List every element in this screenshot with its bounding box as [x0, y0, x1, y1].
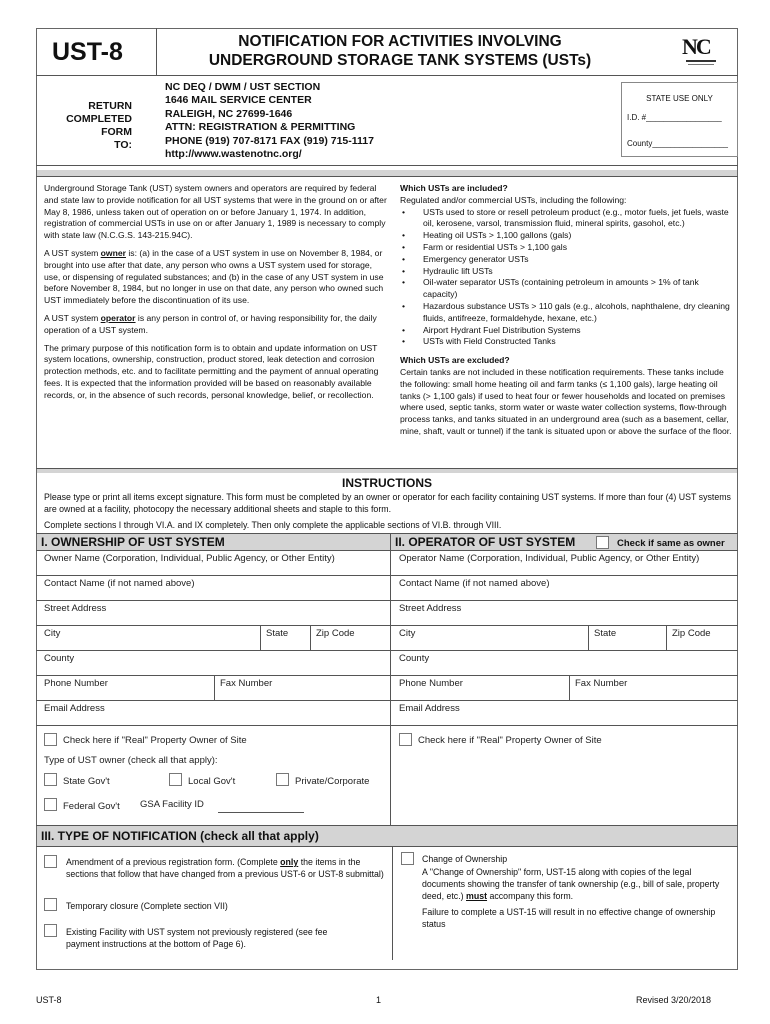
operator-phone-field[interactable]: Phone Number	[399, 678, 463, 689]
section-3-header: III. TYPE OF NOTIFICATION (check all that apply)	[37, 826, 737, 846]
list-item: • Emergency generator USTs	[400, 254, 732, 266]
list-item: • Oil-water separator USTs (containing petroleum in amounts > 1% of tank capacity)	[400, 277, 732, 301]
temporary-closure-checkbox[interactable]	[44, 898, 57, 911]
return-label: RETURN COMPLETED FORM TO:	[66, 100, 132, 151]
owner-city-field[interactable]: City	[44, 628, 61, 639]
federal-govt-label: Federal Gov't	[63, 801, 120, 812]
excluded-text: Certain tanks are not included in these notification requirements. These tanks include the following: small home heating oil and farm tanks (≤ 1,100 gals), large heating oil tanks (> 1,100 gals) if used to heat four or fewer households and located on premises where used, septic tanks, storm water or waste water collection systems, flow-through process tanks, and tanks situated in an underground area (such as a basement, cellar, mine, shaft, vault or tunnel) if the tank is situated upon or above the surface of the floor.	[400, 366, 732, 436]
owner-zip-field[interactable]: Zip Code	[316, 628, 355, 639]
section-2-header: II. OPERATOR OF UST SYSTEM	[391, 534, 737, 550]
list-item: • USTs used to store or resell petroleum product (e.g., motor fuels, jet fuels, waste oil, kerosene, varsol, transmission fluid, mineral spirits, gasohol, etc.)	[400, 207, 732, 231]
intro-left: Underground Storage Tank (UST) system owners and operators are required by federal and state law to provide notification for all UST systems that were in the ground on or after May 8, 1986, unless taken out of operation on or before January 1, 1974. In addition, registration of commercial USTs in use on or after January 1, 1989 is necessary to comply with state law (N.C.G.S. 143-215.94C). A UST system owner is: (a) in the case of a UST system in use on November 8, 1984, or brought into use after that date, any person who owns a UST system used for storage, use, or dispensing of regulated substances; and (b) in the case of any UST system in use before November 8, 1984, but no longer in use on that date, any person who owned such UST immediately before the discontinuation of its use. A UST system operator is any person in control of, or having responsibility for, the daily operation of a UST system. The primary purpose of this notification form is to obtain and update information on UST system locations, ownership, construction, product stored, leak detection and corrosion protection methods, etc. and to facilitate permitting and the payment of annual operating fees. It is expected that the information provided will be based on reasonably available records, or, in the absence of such records, personal knowledge, belief, or recollection.	[44, 183, 387, 400]
state-id-field: I.D. #_________________	[627, 113, 722, 122]
change-ownership-title: Change of Ownership	[422, 854, 508, 864]
included-list	[400, 207, 732, 349]
owner-email-field[interactable]: Email Address	[44, 703, 105, 714]
instructions-title: INSTRUCTIONS	[342, 476, 432, 490]
footer-page-number: 1	[376, 995, 382, 1005]
private-corp-label: Private/Corporate	[295, 776, 370, 787]
header-divider	[36, 75, 738, 76]
list-item: • Hazardous substance USTs > 110 gals (e.g., alcohols, naphthalene, dry cleaning fluids, antifreeze, formaldehyde, hexane, etc.)	[400, 301, 732, 325]
state-govt-label: State Gov't	[63, 776, 110, 787]
operator-city-field[interactable]: City	[399, 628, 416, 639]
section-divider	[390, 533, 391, 825]
footer-form-id: UST-8	[36, 995, 62, 1005]
gsa-facility-input[interactable]	[218, 812, 304, 813]
list-item: • Heating oil USTs > 1,100 gallons (gals)	[400, 230, 732, 242]
owner-name-field[interactable]: Owner Name (Corporation, Individual, Public Agency, or Other Entity)	[44, 553, 335, 564]
state-county-field: County_________________	[627, 139, 728, 148]
list-item: • Farm or residential USTs > 1,100 gals	[400, 242, 732, 254]
included-sub: Regulated and/or commercial USTs, including the following:	[400, 194, 627, 205]
footer-revised: Revised 3/20/2018	[636, 995, 712, 1005]
federal-govt-checkbox[interactable]	[44, 798, 57, 811]
owner-phone-field[interactable]: Phone Number	[44, 678, 108, 689]
title-line-1: NOTIFICATION FOR ACTIVITIES INVOLVING	[238, 33, 562, 50]
temporary-closure-label: Temporary closure (Complete section VII)	[66, 901, 228, 911]
operator-fax-field[interactable]: Fax Number	[575, 678, 628, 689]
same-as-owner-label: Check if same as owner	[617, 538, 725, 549]
excluded-title: Which USTs are excluded?	[400, 355, 510, 366]
operator-county-field[interactable]: County	[399, 653, 430, 664]
operator-email-field[interactable]: Email Address	[399, 703, 460, 714]
existing-facility-checkbox[interactable]	[44, 924, 57, 937]
change-ownership-text: A "Change of Ownership" form, UST-15 along with copies of the legal documents showing the transfer of tank ownership (e.g., bill of sale, property deed, etc.) must accompany this form.	[422, 867, 720, 901]
gsa-facility-label: GSA Facility ID	[140, 799, 204, 810]
form-id: UST-8	[52, 38, 123, 66]
header-vline	[156, 28, 157, 75]
intro-right	[400, 183, 732, 438]
list-item: • Airport Hydrant Fuel Distribution Systems	[400, 325, 732, 337]
operator-street-field[interactable]: Street Address	[399, 603, 462, 614]
amendment-checkbox[interactable]	[44, 855, 57, 868]
operator-contact-field[interactable]: Contact Name (if not named above)	[399, 578, 550, 589]
return-address: NC DEQ / DWM / UST SECTION 1646 MAIL SERVICE CENTER RALEIGH, NC 27699-1646 ATTN: REGISTRATION & PERMITTING PHONE (919) 707-8171 FAX (919) 715-1117 http://www.wastenotnc.org/	[165, 81, 374, 161]
list-item: • USTs with Field Constructed Tanks	[400, 336, 732, 348]
operator-zip-field[interactable]: Zip Code	[672, 628, 711, 639]
title-line-2: UNDERGROUND STORAGE TANK SYSTEMS (USTs)	[208, 52, 592, 69]
owner-term: owner	[100, 247, 126, 258]
instructions-text: Please type or print all items except signature. This form must be completed by an owner or operator for each facility containing UST systems. If more than four (4) UST systems are owned at a facility, photocopy the necessary additional sheets and staple to this form.	[44, 492, 731, 514]
same-as-owner-checkbox[interactable]	[596, 536, 609, 549]
owner-real-property-checkbox[interactable]	[44, 733, 57, 746]
operator-real-property-checkbox[interactable]	[399, 733, 412, 746]
amendment-label: Amendment of a previous registration form. (Complete only the items in the sections that follow that have changed from a previous UST-6 or UST-8 submittal)	[66, 857, 384, 879]
local-govt-label: Local Gov't	[188, 776, 236, 787]
state-govt-checkbox[interactable]	[44, 773, 57, 786]
owner-contact-field[interactable]: Contact Name (if not named above)	[44, 578, 195, 589]
owner-type-label: Type of UST owner (check all that apply):	[44, 755, 218, 766]
operator-real-property-label: Check here if "Real" Property Owner of Site	[418, 735, 602, 746]
local-govt-checkbox[interactable]	[169, 773, 182, 786]
existing-facility-label: Existing Facility with UST system not previously registered (see fee payment instructions at the bottom of Page 6).	[66, 927, 328, 949]
instructions-text-2: Complete sections I through VI.A. and IX completely. Then only complete the applicable sections of VI.B. through VIII.	[44, 520, 502, 530]
nc-logo: NC	[678, 34, 724, 70]
private-corp-checkbox[interactable]	[276, 773, 289, 786]
owner-street-field[interactable]: Street Address	[44, 603, 107, 614]
owner-real-property-label: Check here if "Real" Property Owner of Site	[63, 735, 247, 746]
operator-state-field[interactable]: State	[594, 628, 617, 639]
section-1-header: I. OWNERSHIP OF UST SYSTEM	[37, 534, 390, 550]
website-link[interactable]: http://www.wastenotnc.org/	[165, 148, 302, 161]
owner-state-field[interactable]: State	[266, 628, 289, 639]
operator-name-field[interactable]: Operator Name (Corporation, Individual, Public Agency, or Other Entity)	[399, 553, 700, 564]
state-use-title: STATE USE ONLY	[646, 94, 713, 103]
owner-county-field[interactable]: County	[44, 653, 75, 664]
change-ownership-checkbox[interactable]	[401, 852, 414, 865]
list-item: • Hydraulic lift USTs	[400, 266, 732, 278]
owner-fax-field[interactable]: Fax Number	[220, 678, 273, 689]
included-title: Which USTs are included?	[400, 183, 508, 193]
failure-text: Failure to complete a UST-15 will result in no effective change of ownership status	[422, 907, 716, 929]
operator-term: operator	[100, 312, 136, 323]
